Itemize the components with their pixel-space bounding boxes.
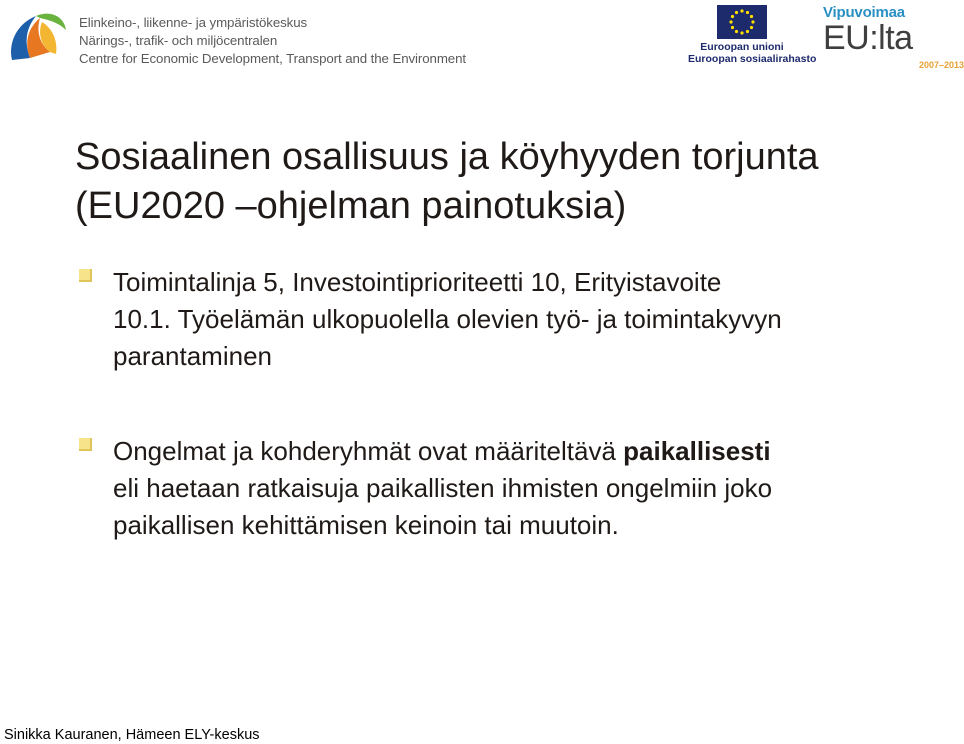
bullet-2-line-2: eli haetaan ratkaisuja paikallisten ihmisten ongelmiin joko: [113, 473, 773, 503]
ely-centre-name: [79, 14, 466, 68]
bullet-2-emphasis: paikallisesti: [623, 436, 771, 466]
bullet-item-1: [79, 264, 954, 375]
eu-union-label: Euroopan unioni: [700, 41, 784, 53]
ely-name-fi: Elinkeino-, liikenne- ja ympäristökeskus: [79, 15, 308, 30]
slide-title: [75, 133, 955, 231]
bullet-1-line-1: Toimintalinja 5, Investointiprioriteetti 10, Erityistavoite: [113, 267, 722, 297]
bullet-square-icon: [79, 269, 92, 282]
vipuvoimaa-years: 2007–2013: [919, 60, 964, 70]
vipuvoimaa-title: Vipuvoimaa: [823, 4, 905, 21]
ely-name-en: Centre for Economic Development, Transport and the Environment: [79, 51, 466, 66]
ely-centre-logo: [6, 8, 68, 66]
eu-logo-block: [688, 5, 817, 65]
slide-title-line-2: (EU2020 –ohjelman painotuksia): [75, 185, 627, 227]
bullet-list: [79, 264, 954, 544]
eu-fund-label: Euroopan sosiaalirahasto: [688, 53, 817, 65]
slide-title-line-1: Sosiaalinen osallisuus ja köyhyyden torjunta: [75, 136, 819, 178]
footer-author: Sinikka Kauranen, Hämeen ELY-keskus: [4, 727, 260, 743]
bullet-1-line-3: parantaminen: [113, 341, 272, 371]
vipuvoimaa-eu-lta: EU:lta: [823, 19, 913, 57]
vipuvoimaa-logo: [823, 4, 964, 70]
bullet-2-line-3: paikallisen kehittämisen keinoin tai muutoin.: [113, 510, 619, 540]
eu-flag-icon: [717, 5, 767, 39]
bullet-2-line-1: [113, 433, 954, 470]
bullet-square-icon: [79, 438, 92, 451]
bullet-2-line-1-text: Ongelmat ja kohderyhmät ovat määriteltävä: [113, 436, 624, 466]
ely-name-sv: Närings-, trafik- och miljöcentralen: [79, 33, 278, 48]
bullet-item-2: [79, 433, 954, 544]
bullet-1-line-2: 10.1. Työelämän ulkopuolella olevien työ- ja toimintakyvyn: [113, 304, 782, 334]
